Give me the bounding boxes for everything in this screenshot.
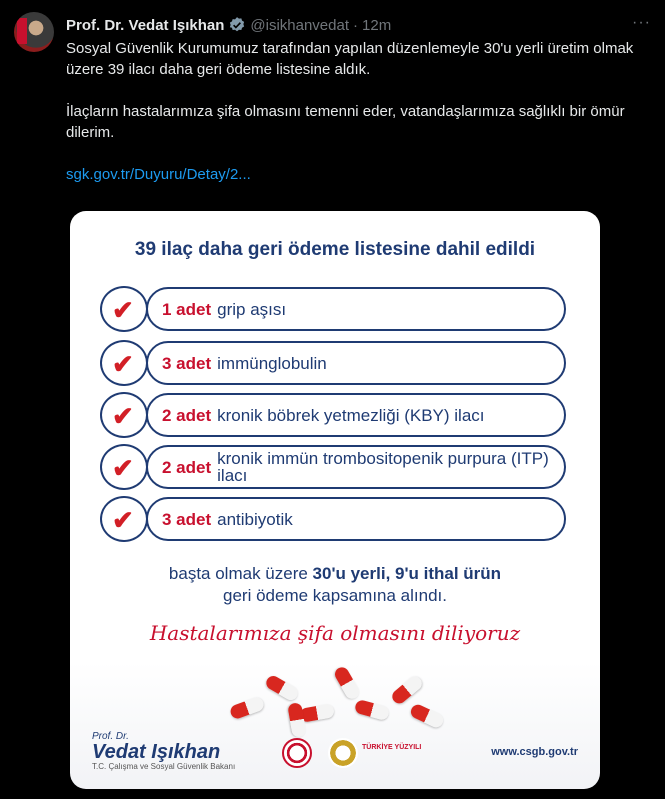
tweet-text [66,38,656,185]
logo-text: TÜRKİYE YÜZYILI [362,744,422,751]
timestamp[interactable]: 12m [362,16,392,34]
media-image[interactable] [70,211,600,789]
tweet-header [66,14,651,36]
list-item: ✔ 2 adet kronik böbrek yetmezliği (KBY) ilacı [100,393,566,437]
card-title: 39 ilaç daha geri ödeme listesine dahil edildi [134,239,536,260]
list-item: ✔ 3 adet antibiyotik [100,497,566,541]
author-handle[interactable]: @isikhanvedat [250,16,350,34]
verified-badge-icon [228,16,246,34]
flag-icon [17,18,27,44]
summary-text: başta olmak üzere 30'u yerli, 9'u ithal ürün geri ödeme kapsamına alındı. [168,564,502,605]
checkmark-icon: ✔ [112,505,134,535]
checkmark-icon: ✔ [112,349,134,379]
checkmark-icon: ✔ [112,401,134,431]
website: www.csgb.gov.tr [491,746,578,758]
separator-dot: · [353,16,359,34]
pills-illustration [220,661,450,731]
wish-text: Hastalarımıza şifa olmasını diliyoruz [149,621,521,645]
list-item: ✔ 1 adet grip aşısı [100,287,566,331]
more-options-icon[interactable]: ··· [632,14,651,31]
ministry-logo-icon [282,738,312,768]
checkmark-icon: ✔ [112,295,134,325]
signature: Prof. Dr. Vedat Işıkhan T.C. Çalışma ve Sosyal Güvenlik Bakanı [92,731,236,771]
turkiye-yuzyili-logo-icon [328,738,358,768]
author-name[interactable]: Prof. Dr. Vedat Işıkhan [66,16,225,34]
avatar[interactable] [14,12,54,52]
checkmark-icon: ✔ [112,453,134,483]
list-item: ✔ 2 adet kronik immün trombositopenik purpura (ITP) ilacı [100,445,566,489]
tweet-paragraph-2: İlaçların hastalarımıza şifa olmasını temenni eder, vatandaşlarımıza sağlıklı bir ömür dilerim. [66,103,625,141]
tweet-paragraph-1: Sosyal Güvenlik Kurumumuz tarafından yapılan düzenlemeyle 30'u yerli üretim olmak üzere 39 ilacı daha geri ödeme listesine aldık. [66,40,634,78]
list-item: ✔ 3 adet immünglobulin [100,341,566,385]
tweet-link[interactable]: sgk.gov.tr/Duyuru/Detay/2... [66,166,251,183]
